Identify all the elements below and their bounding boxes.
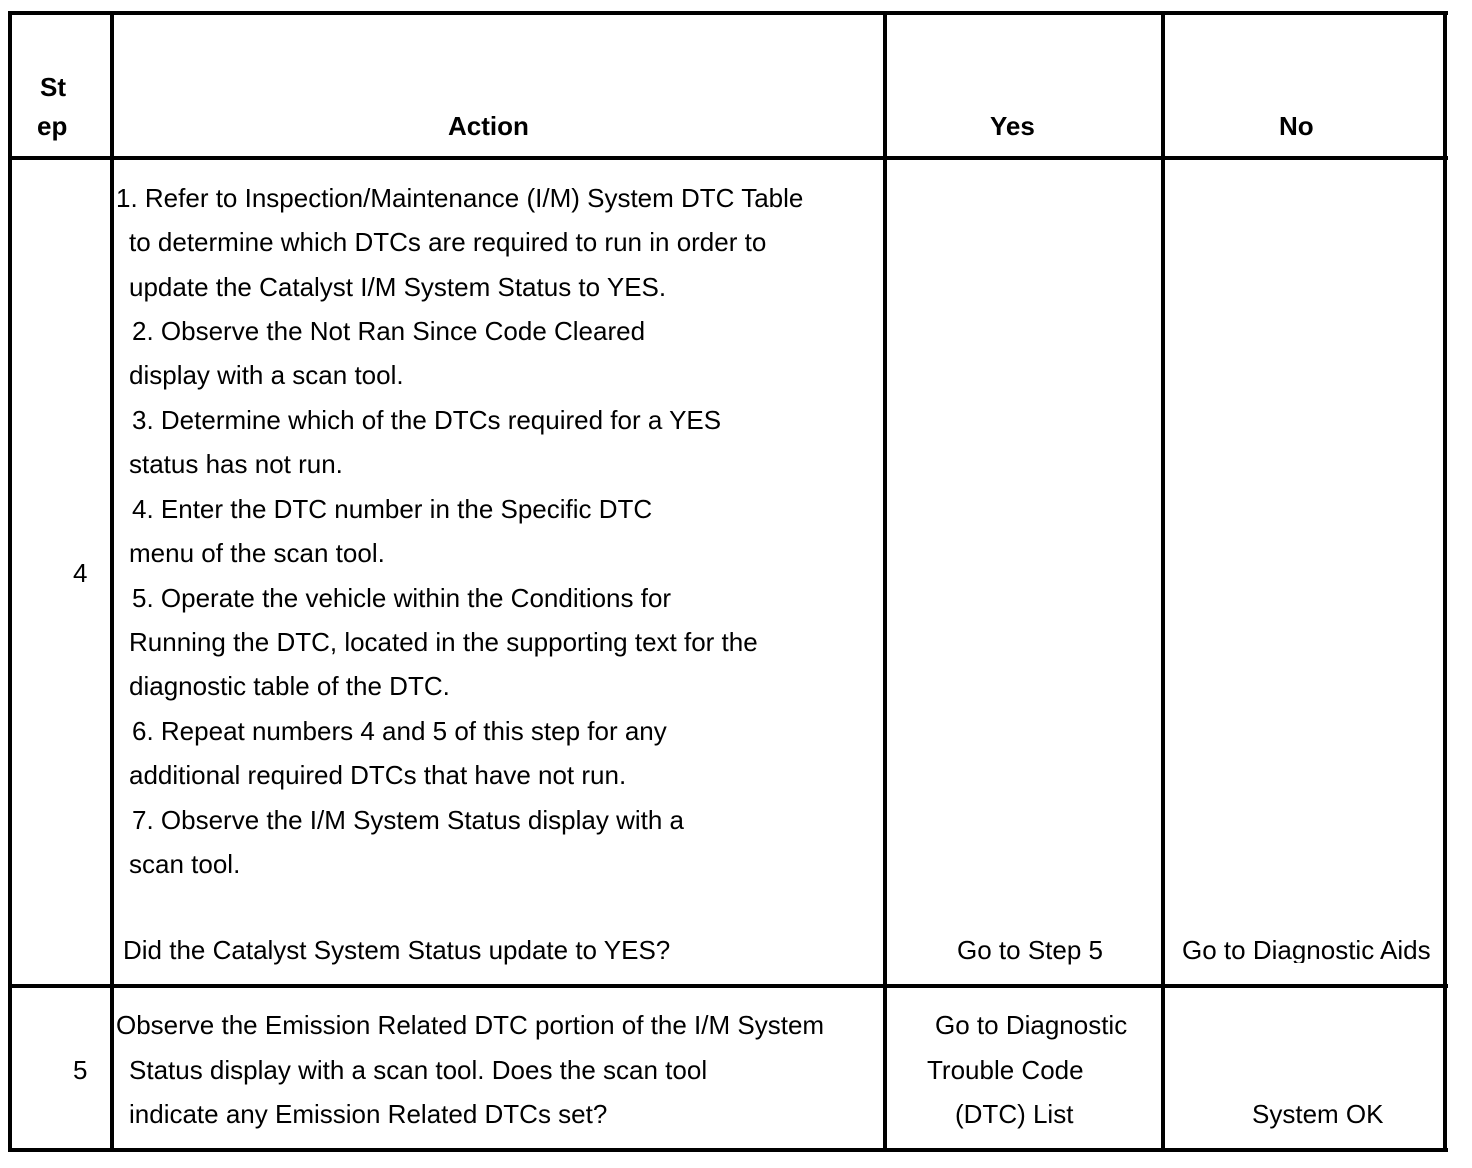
- table-left-border: [8, 11, 12, 1152]
- row-4-action-line: 2. Observe the Not Ran Since Code Cleared: [132, 316, 646, 346]
- row-4-action-line: update the Catalyst I/M System Status to YES.: [129, 272, 667, 302]
- row-4-action-line: scan tool.: [129, 849, 241, 879]
- header-step-line1: St: [40, 72, 66, 102]
- row-4-action-line: additional required DTCs that have not run.: [129, 760, 627, 790]
- header-step-line2: ep: [37, 111, 68, 141]
- row-4-action-line: to determine which DTCs are required to run in order to: [129, 227, 767, 257]
- row-5-action-line: Observe the Emission Related DTC portion of the I/M System: [116, 1010, 825, 1040]
- row-4-step: 4: [73, 558, 88, 588]
- row-4-yes: Go to Step 5: [957, 935, 1103, 965]
- row-5-step: 5: [73, 1055, 88, 1085]
- row-4-action-line: status has not run.: [129, 449, 343, 479]
- row-4-action-line: 6. Repeat numbers 4 and 5 of this step for any: [132, 716, 667, 746]
- row-5-yes-line: Go to Diagnostic: [935, 1010, 1128, 1040]
- row-4-action-line: 4. Enter the DTC number in the Specific DTC: [132, 494, 653, 524]
- row-4-question: Did the Catalyst System Status update to YES?: [123, 935, 671, 965]
- table-right-border: [1443, 11, 1447, 1152]
- row-4-action-line: diagnostic table of the DTC.: [129, 671, 450, 701]
- row-5-no: System OK: [1252, 1099, 1384, 1129]
- table-top-border: [8, 11, 1448, 15]
- row-4-action-line: 1. Refer to Inspection/Maintenance (I/M) System DTC Table: [116, 183, 804, 213]
- row-5-yes-line: Trouble Code: [927, 1055, 1084, 1085]
- row-4-action-line: menu of the scan tool.: [129, 538, 385, 568]
- header-yes: Yes: [990, 111, 1035, 141]
- row-5-action-line: Status display with a scan tool. Does the scan tool: [129, 1055, 708, 1085]
- row-4-action-line: 5. Operate the vehicle within the Conditions for: [132, 583, 672, 613]
- row-4-action-line: Running the DTC, located in the supporting text for the: [129, 627, 758, 657]
- row-5-action-line: indicate any Emission Related DTCs set?: [129, 1099, 608, 1129]
- row-4-no: Go to Diagnostic Aids: [1182, 937, 1431, 963]
- header-no: No: [1279, 111, 1314, 141]
- row-5-yes-line: (DTC) List: [955, 1099, 1074, 1129]
- yes-column-divider: [1161, 11, 1165, 1152]
- row-4-action-line: 3. Determine which of the DTCs required for a YES: [132, 405, 722, 435]
- row-4-bottom-border: [8, 984, 1448, 988]
- header-bottom-border: [8, 156, 1448, 160]
- row-4-action-line: display with a scan tool.: [129, 360, 404, 390]
- step-column-divider: [110, 11, 114, 1152]
- header-action: Action: [448, 111, 529, 141]
- action-column-divider: [883, 11, 887, 1152]
- row-4-action-line: 7. Observe the I/M System Status display with a: [132, 805, 685, 835]
- table-bottom-border: [8, 1148, 1448, 1152]
